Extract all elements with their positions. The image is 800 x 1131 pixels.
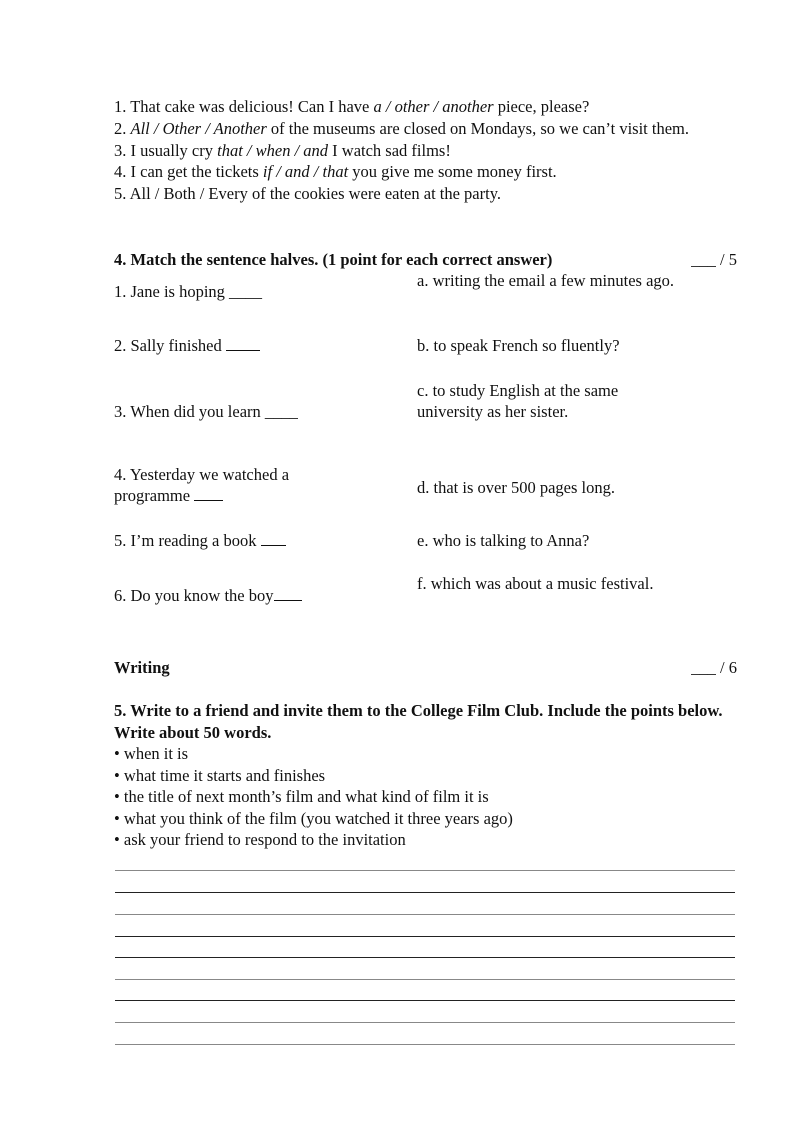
grammar-item-4-text: 4. I can get the tickets (114, 162, 263, 182)
answer-blank-6[interactable] (274, 586, 302, 601)
match-left-4 (114, 464, 344, 506)
grammar-item-1-options: a / other / another (373, 97, 494, 116)
grammar-item-3-text: 3. I usually cry (114, 140, 218, 160)
match-right-c: c. to study English at the same university as her sister. (417, 381, 619, 421)
grammar-item-5 (114, 183, 739, 205)
writing-line-7[interactable] (115, 1000, 735, 1001)
writing-line-6[interactable] (115, 979, 735, 980)
grammar-item-4-rest: you give me some money first. (348, 162, 557, 182)
writing-line-4[interactable] (115, 936, 735, 937)
task5-bullet-5: • ask your friend to respond to the invitation (114, 830, 406, 849)
writing-line-5[interactable] (115, 957, 735, 958)
grammar-item-1-text: 1. That cake was delicious! Can I have (114, 97, 374, 116)
task5 (114, 700, 739, 851)
match-left-6-text: 6. Do you know the boy (114, 586, 274, 605)
writing-line-3[interactable] (115, 914, 735, 915)
match-right-a: a. writing the email a few minutes ago. (417, 271, 675, 290)
writing-score: ___ / 6 (691, 658, 737, 677)
grammar-items (114, 96, 739, 205)
grammar-item-3-rest: I watch sad films! (328, 140, 451, 160)
task5-bullet-3: • the title of next month’s film and what kind of film it is (114, 787, 489, 806)
match-left-1: 1. Jane is hoping ____ (114, 282, 263, 301)
match-left-2 (114, 335, 394, 356)
writing-line-2[interactable] (115, 892, 735, 893)
match-right-e: e. who is talking to Anna? (417, 531, 590, 550)
writing-heading: Writing (114, 658, 170, 677)
grammar-item-2 (114, 118, 739, 140)
writing-line-8[interactable] (115, 1022, 735, 1023)
grammar-item-2-text: 2. (114, 118, 131, 138)
task5-heading: 5. Write to a friend and invite them to the College Film Club. Include the points below. Write about 50 words. (114, 701, 723, 742)
match-left-5-text: 5. I’m reading a book (114, 531, 261, 550)
task4-score: ___ / 5 (691, 250, 737, 269)
grammar-item-4-options: if / and / that (262, 162, 349, 182)
answer-blank-4[interactable] (194, 486, 223, 501)
answer-blank-5[interactable] (261, 531, 286, 546)
task5-bullet-2: • what time it starts and finishes (114, 765, 326, 785)
task5-bullet-1: • when it is (114, 744, 189, 763)
answer-blank-2[interactable] (226, 336, 260, 351)
match-left-3: 3. When did you learn ____ (114, 402, 298, 421)
match-left-2-text: 2. Sally finished (114, 336, 226, 355)
task4-heading: 4. Match the sentence halves. (1 point for each correct answer) (114, 250, 553, 269)
grammar-item-2-options: All / Other / Another (130, 118, 267, 138)
writing-line-9[interactable] (115, 1044, 735, 1045)
writing-line-1[interactable] (115, 870, 735, 871)
grammar-item-3-options: that / when / and (217, 140, 329, 160)
match-right-f: f. which was about a music festival. (417, 574, 654, 593)
grammar-item-2-rest: of the museums are closed on Mondays, so we can’t visit them. (266, 118, 689, 138)
grammar-item-1 (114, 96, 739, 118)
match-right-d: d. that is over 500 pages long. (417, 478, 615, 497)
grammar-item-1-rest: piece, please? (493, 97, 590, 116)
match-left-4-text: 4. Yesterday we watched a programme (114, 465, 290, 505)
grammar-item-3 (114, 140, 739, 162)
task5-bullet-4: • what you think of the film (you watched it three years ago) (114, 808, 513, 828)
grammar-item-4 (114, 161, 739, 183)
match-left-5 (114, 530, 394, 551)
match-right-b: b. to speak French so fluently? (417, 336, 620, 355)
match-left-6 (114, 585, 394, 606)
grammar-item-5-text: 5. All / Both / Every of the cookies were eaten at the party. (114, 184, 502, 204)
